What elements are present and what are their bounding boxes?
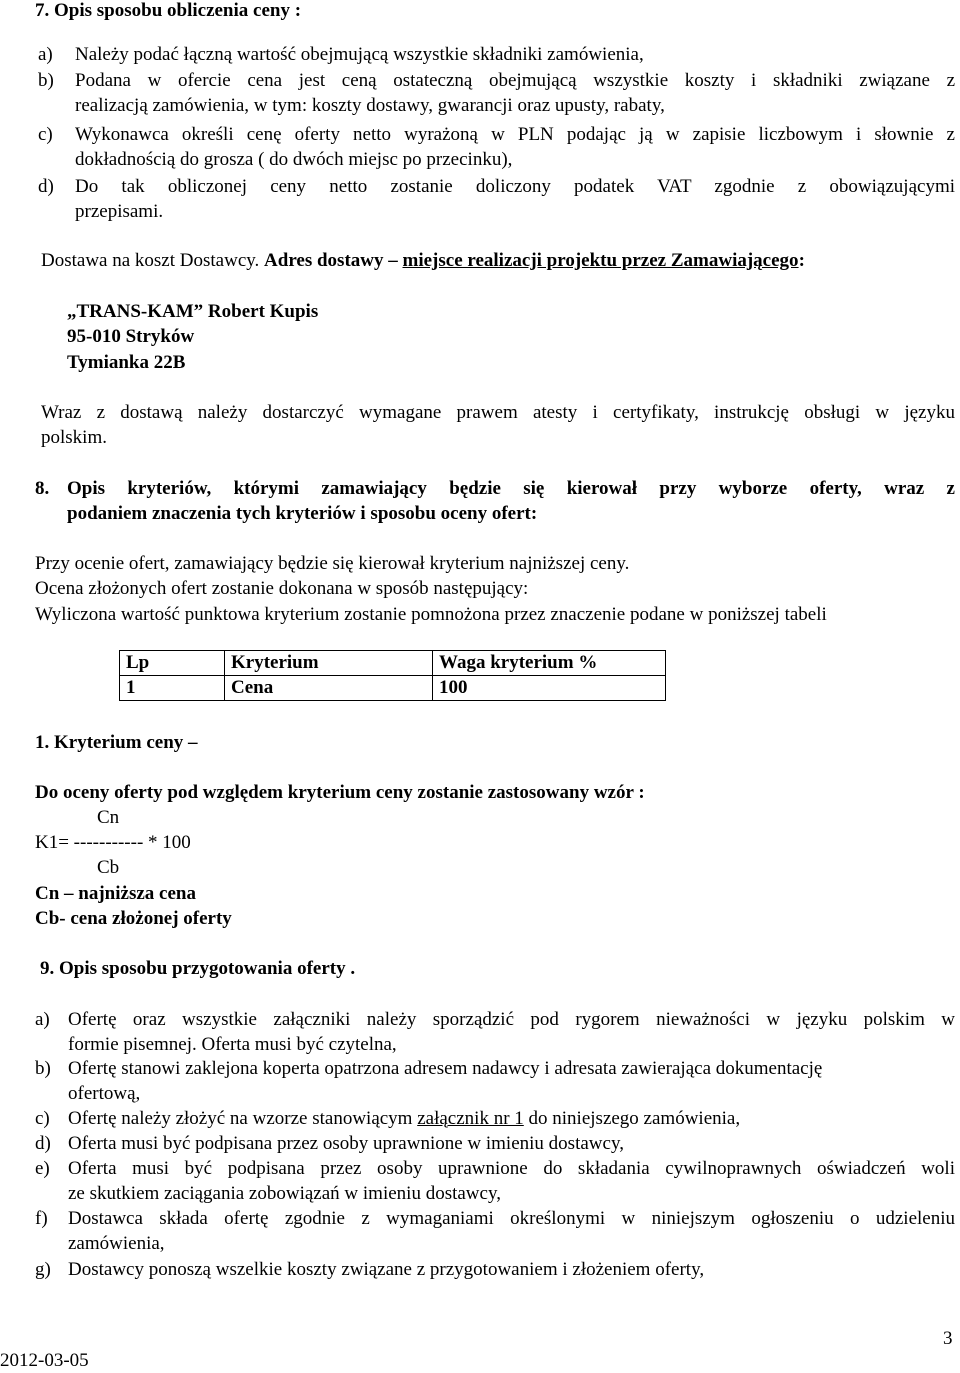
documents-text: polskim.	[41, 427, 107, 448]
formula-legend: Cb- cena złożonej oferty	[35, 908, 232, 929]
table-header-row	[120, 651, 666, 676]
table-cell: 1	[120, 676, 225, 701]
list-item-text: zamówienia,	[68, 1233, 165, 1254]
criteria-table	[119, 650, 666, 701]
formula-intro: Do oceny oferty pod względem kryterium ceny zostanie zastosowany wzór :	[35, 782, 645, 803]
delivery-cost-text: Dostawa na koszt Dostawcy.	[41, 250, 265, 271]
list-item-text: przepisami.	[75, 201, 164, 222]
section-9-heading: 9. Opis sposobu przygotowania oferty .	[40, 958, 356, 979]
table-header-cell: Lp	[120, 651, 225, 676]
list-item-text: Należy podać łączną wartość obejmującą wszystkie składniki zamówienia,	[75, 44, 644, 65]
table-cell: Cena	[225, 676, 433, 701]
paragraph: Wyliczona wartość punktowa kryterium zostanie pomnożona przez znaczenie podane w poniższej tabeli	[35, 604, 827, 625]
list-item-label: f)	[35, 1208, 48, 1229]
list-item-text: Ofertę należy złożyć na wzorze stanowiącym załącznik nr 1 do niniejszego zamówienia,	[68, 1108, 741, 1129]
address-postal: 95-010 Stryków	[67, 326, 195, 347]
table-row	[120, 676, 666, 701]
list-item-text: Podana w ofercie cena jest ceną ostateczną obejmującą wszystkie koszty i składniki związane z	[75, 70, 955, 91]
list-item-text: ze skutkiem zaciągania zobowiązań w imieniu dostawcy,	[68, 1183, 501, 1204]
address-street: Tymianka 22B	[67, 352, 186, 373]
list-item-label: d)	[35, 1133, 51, 1154]
list-item-text: Do tak obliczonej ceny netto zostanie doliczony podatek VAT zgodnie z obowiązującymi	[75, 176, 955, 197]
delivery-address-label: Adres dostawy –	[264, 250, 403, 271]
list-item-text: Dostawca składa ofertę zgodnie z wymaganiami określonymi w niniejszym ogłoszeniu o udzieleniu	[68, 1208, 955, 1229]
list-item-text: Oferta musi być podpisana przez osoby uprawnione do składania cywilnoprawnych oświadczeń woli	[68, 1158, 955, 1179]
section-8-heading: podaniem znaczenia tych kryteriów i sposobu oceny ofert:	[67, 503, 538, 524]
formula-denominator: Cb	[97, 857, 120, 878]
table-header-cell: Waga kryterium %	[433, 651, 666, 676]
paragraph: Przy ocenie ofert, zamawiający będzie się kierował kryterium najniższej ceny.	[35, 553, 630, 574]
criterion-title: 1. Kryterium ceny –	[35, 732, 198, 753]
list-item-text: Dostawcy ponoszą wszelkie koszty związane z przygotowaniem i złożeniem oferty,	[68, 1259, 705, 1280]
address-company: „TRANS-KAM” Robert Kupis	[67, 301, 319, 322]
paragraph: Ocena złożonych ofert zostanie dokonana w sposób następujący:	[35, 578, 529, 599]
list-item-text: Ofertę oraz wszystkie załączniki należy sporządzić pod rygorem nieważności w języku polskim w	[68, 1009, 955, 1030]
formula-line: K1= ----------- * 100	[35, 832, 191, 853]
list-item-text: ofertową,	[68, 1083, 141, 1104]
delivery-address-line: Dostawa na koszt Dostawcy. Adres dostawy – miejsce realizacji projektu przez Zamawiającego:	[41, 250, 805, 271]
page-number: 3	[943, 1328, 953, 1349]
list-item-label: g)	[35, 1259, 51, 1280]
list-item-text: formie pisemnej. Oferta musi być czytelna,	[68, 1034, 397, 1055]
list-item-text: Oferta musi być podpisana przez osoby uprawnione w imieniu dostawcy,	[68, 1133, 624, 1154]
table-header-cell: Kryterium	[225, 651, 433, 676]
section-8-heading: Opis kryteriów, którymi zamawiający będzie się kierował przy wyborze oferty, wraz z	[67, 478, 955, 499]
list-item-text: Wykonawca określi cenę oferty netto wyrażoną w PLN podając ją w zapisie liczbowym i słownie z	[75, 124, 955, 145]
list-item-text: dokładnością do grosza ( do dwóch miejsc po przecinku),	[75, 149, 513, 170]
list-item-label: e)	[35, 1158, 50, 1179]
section-7-heading: 7. Opis sposobu obliczenia ceny :	[35, 0, 302, 21]
list-item-label: b)	[35, 1058, 51, 1079]
formula-legend: Cn – najniższa cena	[35, 883, 196, 904]
attachment-reference: załącznik nr 1	[417, 1108, 524, 1129]
formula-numerator: Cn	[97, 807, 120, 828]
section-8-number: 8.	[35, 478, 50, 499]
list-item-label: a)	[35, 1009, 50, 1030]
documents-text: Wraz z dostawą należy dostarczyć wymagane prawem atesty i certyfikaty, instrukcję obsługi w języku	[41, 402, 955, 423]
list-item-label: c)	[38, 124, 53, 145]
list-item-label: d)	[38, 176, 54, 197]
list-item-text: Ofertę stanowi zaklejona koperta opatrzona adresem nadawcy i adresata zawierająca dokumentację	[68, 1058, 823, 1079]
delivery-place-label: miejsce realizacji projektu przez Zamawiającego	[402, 250, 799, 271]
list-item-label: b)	[38, 70, 54, 91]
table-cell: 100	[433, 676, 666, 701]
list-item-label: c)	[35, 1108, 50, 1129]
document-date: 2012-03-05	[0, 1350, 89, 1371]
list-item-text: realizacją zamówienia, w tym: koszty dostawy, gwarancji oraz upusty, rabaty,	[75, 95, 665, 116]
list-item-label: a)	[38, 44, 53, 65]
